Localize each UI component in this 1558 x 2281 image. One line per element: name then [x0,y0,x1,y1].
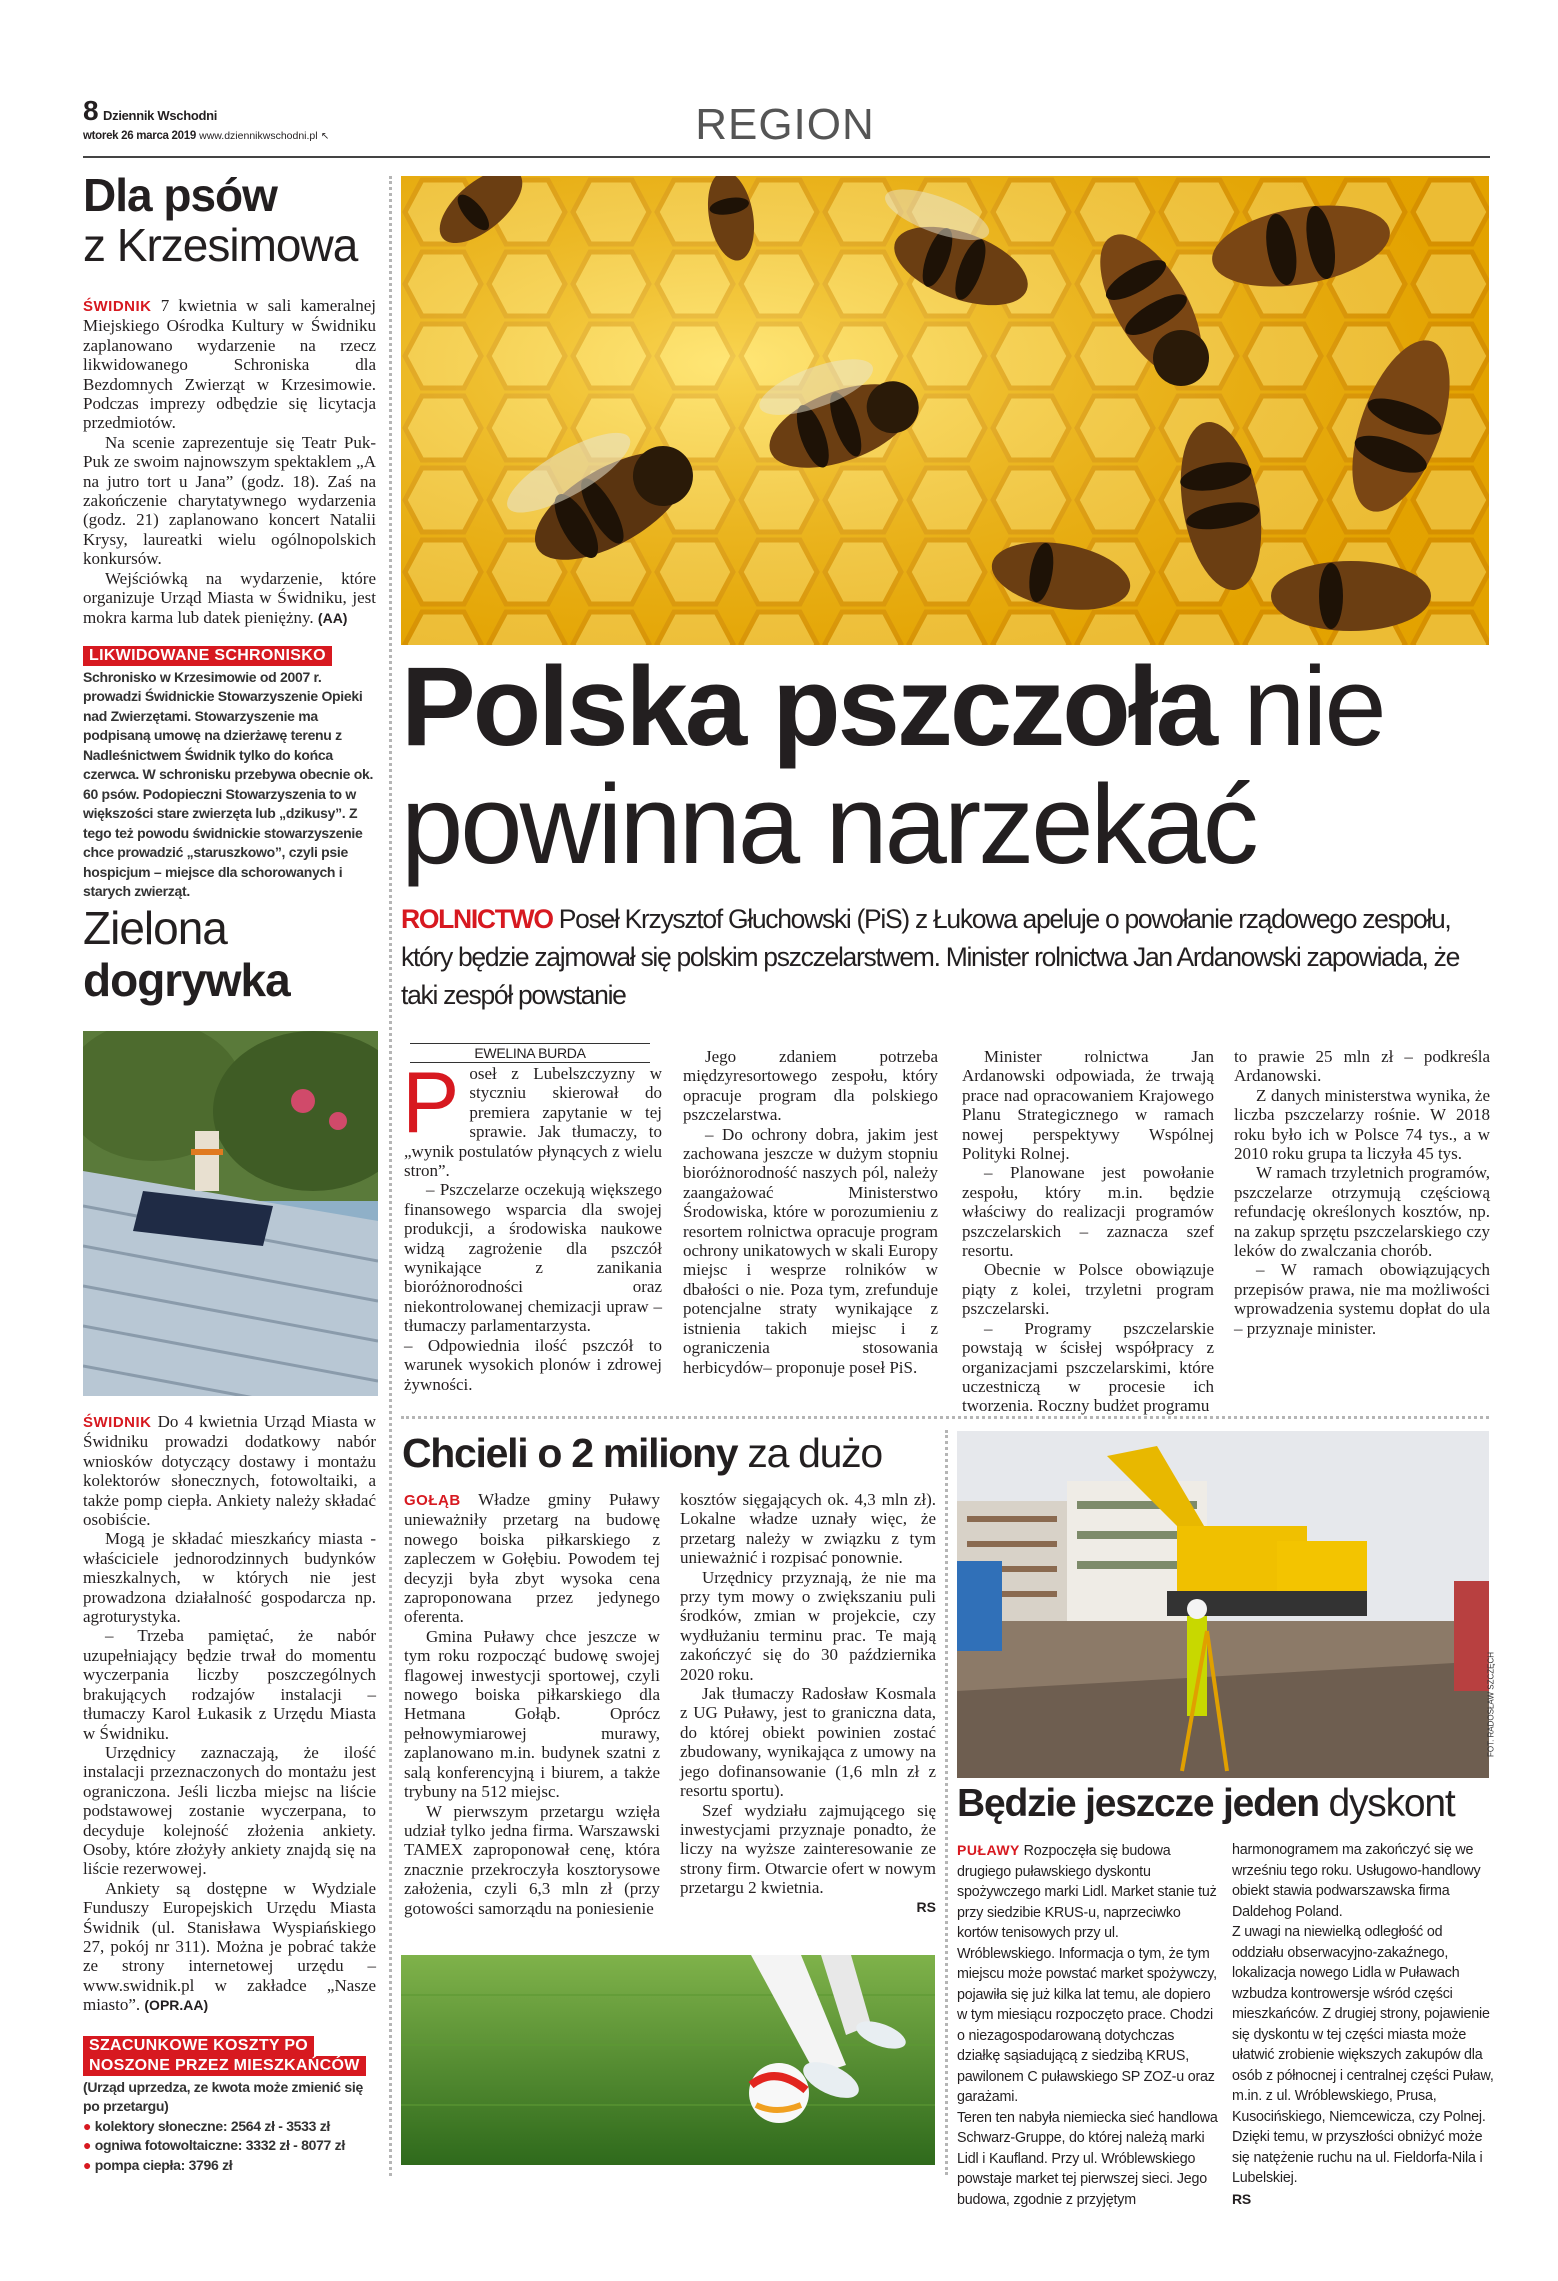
cursor-icon: ↖ [320,131,330,142]
location-tag: GOŁĄB [404,1492,461,1509]
paragraph: kosztów sięgających ok. 4,3 mln zł). Lokalne władze uznały więc, że przetarg należy w związku z tym unieważnić i rozpisać ponownie. [680,1490,936,1568]
cost-box-title-line1: SZACUNKOWE KOSZTY PO [83,2036,314,2056]
paragraph: Teren ten nabyła niemiecka sieć handlowa Schwarz-Gruppe, do której należą marki Lidl i Kaufland. Przy ul. Wróblewskiego powstaje market tej pierwszej sieci. Jego budowa, zgodnie z przyjętym [957,2109,1218,2208]
paragraph: Szef wydziału zajmującego się inwestycjami przyznaje ponadto, że liczy na wyższe zainteresowanie ze strony firm. Otwarcie ofert w nowym przetargu 2 kwietnia. [680,1800,936,1898]
bullet-icon: ● [83,2156,92,2173]
article-title-light: za dużo [747,1430,882,1476]
photo-credit: FOT. RADOSŁAW SZCZĘCH [1486,1651,1496,1758]
discount-column-2 [1232,1840,1494,2209]
author-signature: (AA) [317,609,348,626]
paragraph: Minister rolnictwa Jan Ardanowski odpowiada, że trwają prace nad opracowaniem Krajowego Planu Strategicznego w ramach nowej perspektywy Wspólnej Polityki Rolnej. [962,1047,1214,1164]
paragraph: Gmina Puławy chce jeszcze w tym roku rozpocząć budowę swojej flagowej inwestycji sportowej, czyli nowego boiska piłkarskiego dla Hetmana Gołąb. Oprócz pełnowymiarowej murawy, zaplanowano m.in. budynek szatni z salą konferencyjną i biurem, a także trybuny na 512 miejsc. [404,1626,660,1802]
cost-item: ● kolektory słoneczne: 2564 zł - 3533 zł [83,2117,331,2134]
paragraph: Urzędnicy przyznają, że nie ma przy tym mowy o zwiększaniu puli środków, zmian w projekcie, czy wydłużaniu terminu prac. Te mają zakończyć się do 30 października 2020 roku. [680,1567,936,1684]
paragraph: Urzędnicy zaznaczają, że ilość instalacji przeznaczonych do montażu jest ograniczona. Jeśli liczba miejsc na liście podstawowej zostanie wyczerpana, to decyduje kolejność złożenia ankiety. Osoby, które złożyły ankiety znajdą się na liście rezerwowej. [83,1742,376,1879]
section-title: REGION [695,100,875,149]
headline-light: powinna narzekać [401,762,1256,887]
paper-name: Dziennik Wschodni [103,108,218,123]
paragraph: W ramach trzyletnich programów, pszczelarze otrzymują częściową refundację określonych kosztów, np. na zakup sprzętu pszczelarskiego czy leków do zwalczania chorób. [1234,1163,1490,1261]
solar-article [83,1412,376,2175]
paragraph: harmonogramem ma zakończyć się we wrześniu tego roku. Usługowo-handlowy obiekt stawia podwarszawska firma Daldehog Poland. [1232,1842,1481,1920]
paragraph: Na scenie zaprezentuje się Teatr Puk-Puk ze swoim najnowszym spektaklem „A na jutro tort u Jana” (godz. 18). Zaś na zakończenie charytatywnego wydarzenia (godz. 21) zaplanowano koncert Natalii Krysy, laureatki wielu ogólnopolskich konkursów. [83,432,376,569]
author-signature: (OPR.AA) [144,1997,209,2014]
author-signature: RS [916,1898,936,1915]
author-signature: RS [1232,2190,1252,2207]
solar-article-title [83,902,376,1006]
article-title-light: z Krzesimowa [83,219,358,271]
article-title-bold: Będzie jeszcze jeden [957,1782,1319,1825]
paragraph: 7 kwietnia w sali kameralnej Miejskiego Ośrodka Kultury w Świdniku zaplanowano wydarzenie na rzecz likwidowanego Schroniska dla Bezdomnych Zwierząt w Krzesimowie. Podczas imprezy odbędzie się licytacja przedmiotów. [83,296,377,433]
paragraph: Z uwagi na niewielką odległość od oddziału obserwacyjno-zakaźnego, lokalizacja nowego Lidla w Puławach wzbudza kontrowersje wśród części mieszkańców. Z drugiej strony, pojawienie się dyskontu w tej części miasta może ułatwić zrobienie większych zakupów dla osób z północnej i centralnej części Puław, m.in. z ul. Wróblewskiego, Prusa, Kusocińskiego, Niemcewicza, czy Polnej. Dzięki temu, w przyszłości obniżyć może się natężenie ruchu na ul. Fieldorfa-Nila i Lubelskiej. [1232,1924,1494,2186]
paragraph: – Planowane jest powołanie zespołu, który m.in. będzie właściwy do realizacji programów pszczelarskich – zaznacza szef resortu. [962,1163,1214,1261]
paragraph: – Pszczelarze oczekują większego finansowego wsparcia dla swojej produkcji, a środowiska naukowe widzą zagrożenie dla pszczół wynikające z zanikania bioróżnorodności oraz niekontrolowanej chemizacji upraw – tłumaczy parlamentarzysta. [404,1180,662,1336]
article-column-4 [1234,1047,1490,1338]
football-photo [401,1955,935,2165]
paragraph: – Odpowiednia ilość pszczół to warunek wysokich plonów i zdrowej żywności. [404,1335,662,1394]
location-tag: ŚWIDNIK [83,1414,152,1431]
paragraph: – Do ochrony dobra, jakim jest zachowana jeszcze w dużym stopniu bioróżnorodność naszych pól, należy zaangażować Ministerstwo Środowiska, które w porozumieniu z resortem rolnictwa opracuje program ochrony unikatowych w skali Europy miejsc i wesprze rolników w dbałości o nie. Poza tym, zrefunduje potencjalne straty wynikające z istnienia takich miejsc i z ograniczenia stosowania herbicydów– proponuje poseł PiS. [683,1124,938,1377]
section-divider [401,1416,1489,1419]
article-title-light: Zielona [83,902,227,954]
website-link[interactable]: www.dziennikwschodni.pl [199,130,318,142]
paragraph: Władze gminy Puławy unieważniły przetarg na budowę nowego boiska piłkarskiego z zapleczem w Gołębiu. Powodem tej decyzji była zbyt wysoka cena zaproponowana przez jedynego oferenta. [404,1490,660,1627]
paragraph: Z danych ministerstwa wynika, że liczba pszczelarzy rośnie. W 2018 roku było ich w Polsce 74 tys., a w 2010 roku grupa ta liczyła 45 tys. [1234,1085,1490,1164]
cost-item: ● ogniwa fotowoltaiczne: 3332 zł - 8077 zł [83,2137,345,2154]
paragraph: Ankiety są dostępne w Wydziale Funduszy Europejskich Urzędu Miasta Świdnik (ul. Stanisława Wyspiańskiego 27, pokój nr 311). Można je pobrać także ze strony internetowej urzędu – www.swidnik.pl w zakładce „Nasze miasto”. [83,1878,376,2015]
paragraph: Obecnie w Polsce obowiązuje piąty z kolei, trzyletni program pszczelarski. [962,1260,1214,1319]
paragraph: – Programy pszczelarskie powstają w ścisłej współpracy z organizacjami pszczelarskimi, które uczestniczą w procesie ich tworzenia. Roczny budżet programu [962,1318,1214,1416]
main-headline [401,644,1501,887]
bullet-icon: ● [83,2137,92,2154]
dogs-article [83,170,376,902]
paragraph: Wejściówką na wydarzenie, które organizuje Urząd Miasta w Świdniku, jest mokra karma lub datek pieniężny. [83,568,376,627]
kicker: ROLNICTWO [401,904,553,934]
cost-item: ● pompa ciepła: 3796 zł [83,2156,233,2173]
article-column-1 [402,1055,662,1394]
article-title-light: dyskont [1328,1782,1455,1825]
sidebar-box-text: Schronisko w Krzesimowie od 2007 r. prowadzi Świdnickie Stowarzyszenie Opieki nad Zwierzętami. Stowarzyszenie ma podpisaną umowę na dzierżawę terenu z Nadleśnictwem Świdnik tylko do końca czerwca. W schronisku przebywa obecnie ok. 60 psów. Podopieczni Stowarzyszenia to w większości stare zwierzęta lub „dzikusy”. Z tego też powodu świdnickie stowarzyszenie chce prowadzić „staruszkowo”, czyli psie hospicjum – miejsce dla schorowanych i starych zwierząt. [83,668,374,900]
page-number: 8 [83,95,99,126]
header-rule [83,156,1490,158]
lead-paragraph [401,900,1496,1014]
bees-on-honeycomb-photo [401,176,1489,645]
discount-column-1 [957,1840,1219,2210]
stadium-column-2 [680,1490,936,1917]
paragraph: – Trzeba pamiętać, że nabór uzupełniający będzie trwał do momentu wyczerpania liczby poszczególnych brakujących rodzajów instalacji – tłumaczy Karol Łukasik z Urzędu Miasta w Świdniku. [83,1626,376,1743]
article-title-bold: dogrywka [83,954,290,1006]
lead-text: Poseł Krzysztof Głuchowski (PiS) z Łukowa apeluje o powołanie rządowego zespołu, który będzie zajmował się polskim pszczelarstwem. Minister rolnictwa Jan Ardanowski zapowiada, że taki zespół powstanie [401,904,1460,1010]
paragraph: – W ramach obowiązujących przepisów prawa, nie ma możliwości wprowadzenia systemu dopłat do ula – przyznaje minister. [1234,1260,1490,1338]
discount-article-title [957,1780,1497,1828]
paragraph: W pierwszym przetargu wzięła udział tylko jedna firma. Warszawski TAMEX zaproponował cenę, która znacznie przekroczyła kosztorysowe założenia, czyli 6,3 mln zł (przy gotowości samorządu na poniesienie [404,1801,660,1918]
paragraph: Jak tłumaczy Radosław Kosmala z UG Puławy, jest to graniczna data, do której obiekt powinien zostać zbudowany, wynikająca z umowy na jego dofinansowanie (1,6 mln zł z resortu sportu). [680,1684,936,1801]
location-tag: PUŁAWY [957,1842,1020,1858]
cost-box-title-line2: NOSZONE PRZEZ MIESZKAŃCÓW [83,2056,366,2076]
article-title-bold: Dla psów [83,169,277,221]
drop-cap: P [402,1055,460,1151]
paragraph: oseł z Lubelszczyzny w styczniu skierował do premiera zapytanie w tej sprawie. Jak tłumaczy, to „wynik postulatów płynących z wielu stron”. [404,1064,662,1181]
article-title-bold: Chcieli o 2 miliony [402,1430,738,1476]
stadium-article-title [402,1428,942,1478]
article-column-2 [683,1047,938,1377]
article-column-3 [962,1047,1214,1416]
paragraph: to prawie 25 mln zł – podkreśla Ardanowski. [1234,1047,1490,1086]
column-divider [945,1430,948,2175]
paragraph: Do 4 kwietnia Urząd Miasta w Świdniku prowadzi dodatkowy nabór wniosków dotyczący dostawy i montażu kolektorów słonecznych, fotowoltaiki, a także pomp ciepła. Ankiety należy składać osobiście. [83,1412,377,1530]
construction-site-photo [957,1431,1489,1778]
paragraph: Mogą je składać mieszkańcy miasta - właściciele jednorodzinnych budynków mieszkalnych, w których nie jest prowadzona działalność gospodarcza np. agroturystyka. [83,1529,376,1627]
headline-light: nie [1243,644,1384,769]
cost-box-note: (Urząd uprzedza, ze kwota może zmienić się po przetargu) [83,2078,363,2115]
bullet-icon: ● [83,2117,92,2134]
location-tag: ŚWIDNIK [83,298,152,315]
solar-panel-photo [83,1031,378,1396]
issue-date: wtorek 26 marca 2019 [83,130,196,142]
stadium-column-1 [404,1490,660,1918]
sidebar-box-title: LIKWIDOWANE SCHRONISKO [83,646,332,666]
byline: EWELINA BURDA [410,1043,650,1063]
headline-bold: Polska pszczoła [401,644,1216,769]
paragraph: Jego zdaniem potrzeba międzyresortowego zespołu, który opracuje program dla polskiego pszczelarstwa. [683,1047,938,1125]
paragraph: Rozpoczęła się budowa drugiego puławskiego dyskontu spożywczego marki Lidl. Market stanie tuż przy siedzibie KRUS-u, naprzeciwko kortów tenisowych przy ul. Wróblewskiego. Informacja o tym, że tym miejscu może powstać market spożywczy, pojawiła się już kilka lat temu, ale dopiero w tym miesiącu rozpoczęto prace. Chodzi o niezagospodarowaną dotychczas działkę sąsiadującą z siedzibą KRUS, pawilonem C puławskiego SP ZOZ-u oraz garażami. [957,1843,1217,2105]
column-divider [389,176,392,2176]
